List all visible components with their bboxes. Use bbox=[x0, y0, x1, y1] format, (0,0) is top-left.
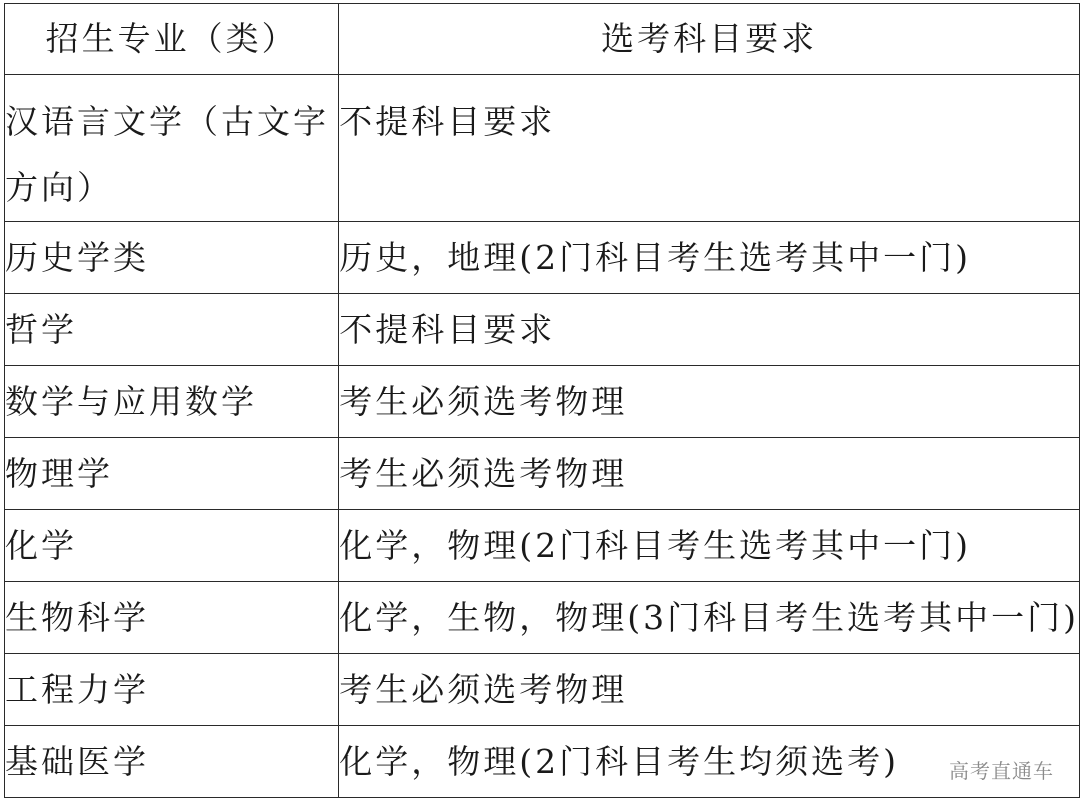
major-cell: 历史学类 bbox=[5, 222, 339, 294]
requirement-cell: 考生必须选考物理 bbox=[339, 654, 1080, 726]
major-cell: 基础医学 bbox=[5, 726, 339, 798]
header-major: 招生专业（类） bbox=[5, 4, 339, 75]
header-requirement: 选考科目要求 bbox=[339, 4, 1080, 75]
table-row bbox=[5, 654, 1080, 726]
requirement-cell: 历史，地理(2门科目考生选考其中一门) bbox=[339, 222, 1080, 294]
table-row bbox=[5, 726, 1080, 798]
major-cell: 生物科学 bbox=[5, 582, 339, 654]
major-cell: 物理学 bbox=[5, 438, 339, 510]
requirement-cell: 化学，生物，物理(3门科目考生选考其中一门) bbox=[339, 582, 1080, 654]
requirement-cell: 化学，物理(2门科目考生选考其中一门) bbox=[339, 510, 1080, 582]
requirement-cell: 不提科目要求 bbox=[339, 75, 1080, 222]
table-row bbox=[5, 294, 1080, 366]
requirement-cell: 不提科目要求 bbox=[339, 294, 1080, 366]
table-row bbox=[5, 366, 1080, 438]
watermark: 高考直通车 bbox=[949, 759, 1054, 783]
table-row bbox=[5, 438, 1080, 510]
major-cell: 化学 bbox=[5, 510, 339, 582]
requirement-cell: 考生必须选考物理 bbox=[339, 438, 1080, 510]
major-cell: 工程力学 bbox=[5, 654, 339, 726]
requirement-cell: 考生必须选考物理 bbox=[339, 366, 1080, 438]
requirement-cell: 化学，物理(2门科目考生均须选考) bbox=[339, 726, 1080, 798]
subject-requirements-table bbox=[4, 3, 1080, 798]
major-cell: 哲学 bbox=[5, 294, 339, 366]
table-row bbox=[5, 75, 1080, 222]
table-header-row bbox=[5, 4, 1080, 75]
table-row bbox=[5, 582, 1080, 654]
table-row bbox=[5, 222, 1080, 294]
major-cell: 数学与应用数学 bbox=[5, 366, 339, 438]
table-row bbox=[5, 510, 1080, 582]
major-cell: 汉语言文学（古文字方向） bbox=[5, 75, 339, 222]
